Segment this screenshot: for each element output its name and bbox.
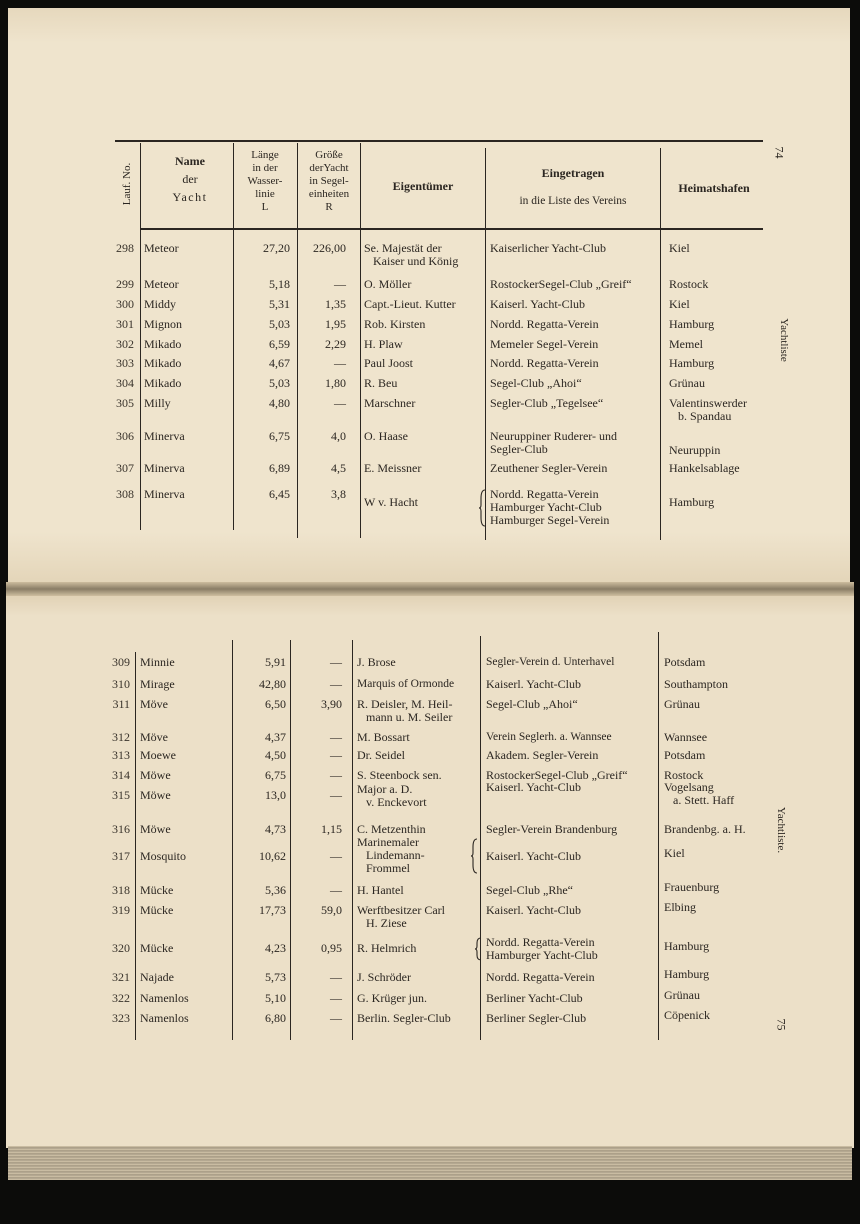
row-port-305-1: b. Spandau <box>678 409 732 423</box>
row-name-313: Moewe <box>140 748 176 762</box>
row-port-304-0: Grünau <box>669 376 705 390</box>
row-club-305-0: Segler-Club „Tegelsee“ <box>490 396 604 410</box>
row-name-298: Meteor <box>144 241 179 255</box>
row-length-318: 5,36 <box>265 883 286 897</box>
row-port-320-0: Hamburg <box>664 939 710 953</box>
row-owner-322-0: G. Krüger jun. <box>357 991 427 1005</box>
row-club-315-0: Kaiserl. Yacht-Club <box>486 780 581 794</box>
column-rule-b-6 <box>658 632 659 1040</box>
header-groesse-1: derYacht <box>309 162 349 174</box>
row-no-322: 322 <box>112 991 130 1005</box>
row-size-314: — <box>330 768 342 782</box>
column-rule-b-5 <box>480 636 481 1040</box>
row-club-314-0: RostockerSegel-Club „Greif“ <box>486 768 628 782</box>
row-owner-320-0: R. Helmrich <box>357 941 417 955</box>
row-name-316: Möwe <box>140 822 171 836</box>
row-name-301: Mignon <box>144 317 183 331</box>
row-port-323-0: Cöpenick <box>664 1008 710 1022</box>
header-laenge-4: L <box>261 201 269 213</box>
row-size-298: 226,00 <box>313 241 346 255</box>
row-name-310: Mirage <box>140 677 175 691</box>
row-length-300: 5,31 <box>269 297 290 311</box>
row-club-308-0: Nordd. Regatta-Verein <box>490 487 599 501</box>
row-length-299: 5,18 <box>269 277 290 291</box>
row-length-304: 5,03 <box>269 376 290 390</box>
row-size-309: — <box>330 655 342 669</box>
row-no-307: 307 <box>116 461 134 475</box>
row-name-306: Minerva <box>144 429 185 443</box>
header-groesse-4: R <box>325 201 333 213</box>
row-club-317-0: Kaiserl. Yacht-Club <box>486 849 581 863</box>
row-length-313: 4,50 <box>265 748 286 762</box>
row-no-299: 299 <box>116 277 134 291</box>
row-owner-305-0: Marschner <box>364 396 416 410</box>
row-size-312: — <box>330 730 342 744</box>
row-no-311: 311 <box>112 697 130 711</box>
row-club-313-0: Akadem. Segler-Verein <box>486 748 599 762</box>
column-rule-6 <box>660 148 661 540</box>
row-size-299: — <box>334 277 346 291</box>
row-length-314: 6,75 <box>265 768 286 782</box>
row-length-305: 4,80 <box>269 396 290 410</box>
row-name-323: Namenlos <box>140 1011 189 1025</box>
row-no-319: 319 <box>112 903 130 917</box>
row-size-308: 3,8 <box>331 487 346 501</box>
row-club-311-0: Segel-Club „Ahoi“ <box>486 697 578 711</box>
header-lauf-no: Lauf. No. <box>121 162 134 206</box>
row-club-316-0: Segler-Verein Brandenburg <box>486 822 618 836</box>
row-size-303: — <box>334 356 346 370</box>
book-gutter <box>6 582 854 596</box>
row-club-308-2: Hamburger Segel-Verein <box>490 513 610 527</box>
row-name-300: Middy <box>144 297 177 311</box>
header-name: Name <box>175 154 205 168</box>
row-name-322: Namenlos <box>140 991 189 1005</box>
row-club-309-0: Segler-Verein d. Unterhavel <box>486 656 615 668</box>
row-owner-315-1: v. Enckevort <box>366 795 427 809</box>
page-number-75: 75 <box>774 1018 789 1030</box>
row-port-314-0: Rostock <box>664 768 704 782</box>
row-no-300: 300 <box>116 297 134 311</box>
row-size-311: 3,90 <box>321 697 342 711</box>
row-club-318-0: Segel-Club „Rhe“ <box>486 883 573 897</box>
row-club-308-1: Hamburger Yacht-Club <box>490 500 602 514</box>
row-name-303: Mikado <box>144 356 182 370</box>
row-size-323: — <box>330 1011 342 1025</box>
row-no-312: 312 <box>112 730 130 744</box>
row-port-300-0: Kiel <box>669 297 690 311</box>
row-length-312: 4,37 <box>265 730 286 744</box>
row-owner-319-0: Werftbesitzer Carl <box>357 903 445 917</box>
row-port-303-0: Hamburg <box>669 356 715 370</box>
row-no-316: 316 <box>112 822 130 836</box>
column-rule-5 <box>485 148 486 540</box>
row-name-318: Mücke <box>140 883 174 897</box>
brace-317 <box>470 838 478 874</box>
running-head-bottom: Yachtliste. <box>775 806 788 854</box>
row-club-300-0: Kaiserl. Yacht-Club <box>490 297 585 311</box>
header-eigentuemer: Eigentümer <box>392 179 454 193</box>
row-port-322-0: Grünau <box>664 988 700 1002</box>
row-length-316: 4,73 <box>265 822 286 836</box>
row-port-315-1: a. Stett. Haff <box>673 793 735 807</box>
row-no-305: 305 <box>116 396 134 410</box>
row-size-302: 2,29 <box>325 337 346 351</box>
row-owner-308-0: W v. Hacht <box>364 495 418 509</box>
row-owner-313-0: Dr. Seidel <box>357 748 405 762</box>
row-length-317: 10,62 <box>259 849 286 863</box>
row-port-319-0: Elbing <box>664 900 696 914</box>
row-port-308-0: Hamburg <box>669 495 715 509</box>
row-port-313-0: Potsdam <box>664 748 706 762</box>
row-club-321-0: Nordd. Regatta-Verein <box>486 970 595 984</box>
row-owner-310-0: Marquis of Ormonde <box>357 678 455 690</box>
page-number-74: 74 <box>772 146 787 158</box>
column-rule-1 <box>140 143 141 530</box>
row-no-302: 302 <box>116 337 134 351</box>
row-club-306-1: Segler-Club <box>490 442 548 456</box>
row-no-314: 314 <box>112 768 130 782</box>
row-owner-299-0: O. Möller <box>364 277 412 291</box>
row-size-305: — <box>334 396 346 410</box>
row-port-301-0: Hamburg <box>669 317 715 331</box>
row-port-307-0: Hankelsablage <box>669 461 740 475</box>
row-name-309: Minnie <box>140 655 175 669</box>
row-size-319: 59,0 <box>321 903 342 917</box>
row-club-320-0: Nordd. Regatta-Verein <box>486 935 595 949</box>
row-owner-316-0: C. Metzenthin <box>357 822 426 836</box>
row-owner-298-0: Se. Majestät der <box>364 241 442 255</box>
row-club-302-0: Memeler Segel-Verein <box>490 337 599 351</box>
row-no-318: 318 <box>112 883 130 897</box>
row-owner-307-0: E. Meissner <box>364 461 422 475</box>
row-no-309: 309 <box>112 655 130 669</box>
row-size-310: — <box>330 677 342 691</box>
header-heimatshafen: Heimatshafen <box>678 181 750 195</box>
row-name-319: Mücke <box>140 903 174 917</box>
row-name-305: Milly <box>144 396 171 410</box>
header-eingetragen-sub: in die Liste des Vereins <box>519 195 627 207</box>
row-length-323: 6,80 <box>265 1011 286 1025</box>
row-length-310: 42,80 <box>259 677 286 691</box>
row-size-317: — <box>330 849 342 863</box>
row-port-298-0: Kiel <box>669 241 690 255</box>
row-port-317-0: Kiel <box>664 846 685 860</box>
row-owner-315-0: Major a. D. <box>357 782 413 796</box>
header-eingetragen: Eingetragen <box>541 166 605 180</box>
row-name-312: Möve <box>140 730 168 744</box>
row-size-307: 4,5 <box>331 461 346 475</box>
row-length-309: 5,91 <box>265 655 286 669</box>
row-club-312-0: Verein Seglerh. a. Wannsee <box>486 731 612 743</box>
running-head-top: Yachtliste <box>777 318 790 362</box>
header-groesse-3: einheiten <box>308 188 350 200</box>
header-laenge-0: Länge <box>251 149 279 161</box>
row-length-301: 5,03 <box>269 317 290 331</box>
row-no-301: 301 <box>116 317 134 331</box>
row-name-317: Mosquito <box>140 849 187 863</box>
row-owner-302-0: H. Plaw <box>364 337 403 351</box>
page-edges-bottom <box>8 1146 852 1180</box>
row-owner-312-0: M. Bossart <box>357 730 410 744</box>
row-owner-317-2: Frommel <box>366 861 410 875</box>
row-port-306-0: Neuruppin <box>669 443 721 457</box>
row-no-315: 315 <box>112 788 130 802</box>
row-owner-317-1: Lindemann- <box>366 848 425 862</box>
row-name-302: Mikado <box>144 337 182 351</box>
row-club-319-0: Kaiserl. Yacht-Club <box>486 903 581 917</box>
row-size-316: 1,15 <box>321 822 342 836</box>
row-name-311: Möve <box>140 697 168 711</box>
row-size-304: 1,80 <box>325 376 346 390</box>
row-no-306: 306 <box>116 429 134 443</box>
row-length-306: 6,75 <box>269 429 290 443</box>
row-port-315-0: Vogelsang <box>664 780 714 794</box>
row-no-317: 317 <box>112 849 130 863</box>
header-name-der: der <box>182 172 198 186</box>
row-length-322: 5,10 <box>265 991 286 1005</box>
row-length-319: 17,73 <box>259 903 286 917</box>
row-size-320: 0,95 <box>321 941 342 955</box>
row-no-303: 303 <box>116 356 134 370</box>
row-no-320: 320 <box>112 941 130 955</box>
row-length-298: 27,20 <box>263 241 290 255</box>
row-length-302: 6,59 <box>269 337 290 351</box>
row-club-320-1: Hamburger Yacht-Club <box>486 948 598 962</box>
header-groesse-0: Größe <box>315 149 343 161</box>
row-port-316-0: Brandenbg. a. H. <box>664 822 746 836</box>
row-no-298: 298 <box>116 241 134 255</box>
header-laenge-3: linie <box>255 188 275 200</box>
row-owner-306-0: O. Haase <box>364 429 408 443</box>
row-club-306-0: Neuruppiner Ruderer- und <box>490 429 618 443</box>
row-no-323: 323 <box>112 1011 130 1025</box>
row-owner-301-0: Rob. Kirsten <box>364 317 426 331</box>
row-name-308: Minerva <box>144 487 185 501</box>
row-port-309-0: Potsdam <box>664 655 706 669</box>
column-rule-b-1 <box>135 652 136 1040</box>
row-size-318: — <box>330 883 342 897</box>
row-owner-321-0: J. Schröder <box>357 970 411 984</box>
row-port-310-0: Southampton <box>664 677 729 691</box>
row-length-311: 6,50 <box>265 697 286 711</box>
row-owner-298-1: Kaiser und König <box>373 254 459 268</box>
page-75 <box>6 588 854 1148</box>
row-length-303: 4,67 <box>269 356 290 370</box>
table-top-rule <box>115 140 763 142</box>
row-owner-318-0: H. Hantel <box>357 883 404 897</box>
column-rule-4 <box>360 143 361 538</box>
row-owner-317-0: Marinemaler <box>357 835 419 849</box>
row-club-323-0: Berliner Segler-Club <box>486 1011 587 1025</box>
row-club-299-0: RostockerSegel-Club „Greif“ <box>490 277 632 291</box>
row-port-321-0: Hamburg <box>664 967 710 981</box>
row-name-299: Meteor <box>144 277 179 291</box>
row-length-307: 6,89 <box>269 461 290 475</box>
row-name-314: Möwe <box>140 768 171 782</box>
row-no-304: 304 <box>116 376 134 390</box>
row-no-313: 313 <box>112 748 130 762</box>
row-club-304-0: Segel-Club „Ahoi“ <box>490 376 582 390</box>
row-size-313: — <box>330 748 342 762</box>
row-port-302-0: Memel <box>669 337 703 351</box>
row-club-301-0: Nordd. Regatta-Verein <box>490 317 599 331</box>
row-size-315: — <box>330 788 342 802</box>
row-port-299-0: Rostock <box>669 277 709 291</box>
row-port-305-0: Valentinswerder <box>669 396 747 410</box>
row-club-322-0: Berliner Yacht-Club <box>486 991 583 1005</box>
row-length-320: 4,23 <box>265 941 286 955</box>
row-size-306: 4,0 <box>331 429 346 443</box>
row-owner-309-0: J. Brose <box>357 655 396 669</box>
row-owner-314-0: S. Steenbock sen. <box>357 768 442 782</box>
brace-308 <box>478 489 486 527</box>
row-no-310: 310 <box>112 677 130 691</box>
row-size-321: — <box>330 970 342 984</box>
row-size-322: — <box>330 991 342 1005</box>
row-owner-311-1: mann u. M. Seiler <box>366 710 453 724</box>
column-rule-b-4 <box>352 640 353 1040</box>
header-laenge-1: in der <box>252 162 278 174</box>
row-name-315: Möwe <box>140 788 171 802</box>
row-length-315: 13,0 <box>265 788 286 802</box>
row-owner-304-0: R. Beu <box>364 376 398 390</box>
header-groesse-2: in Segel- <box>309 175 349 187</box>
header-name-yacht: Yacht <box>172 190 208 204</box>
row-club-303-0: Nordd. Regatta-Verein <box>490 356 599 370</box>
row-owner-319-1: H. Ziese <box>366 916 407 930</box>
row-port-311-0: Grünau <box>664 697 700 711</box>
row-owner-300-0: Capt.-Lieut. Kutter <box>364 297 456 311</box>
row-owner-323-0: Berlin. Segler-Club <box>357 1011 451 1025</box>
row-name-321: Najade <box>140 970 174 984</box>
row-owner-311-0: R. Deisler, M. Heil- <box>357 697 453 711</box>
row-club-298-0: Kaiserlicher Yacht-Club <box>490 241 606 255</box>
row-club-310-0: Kaiserl. Yacht-Club <box>486 677 581 691</box>
row-owner-303-0: Paul Joost <box>364 356 414 370</box>
row-size-300: 1,35 <box>325 297 346 311</box>
row-size-301: 1,95 <box>325 317 346 331</box>
brace-320 <box>474 937 482 961</box>
row-name-307: Minerva <box>144 461 185 475</box>
row-length-308: 6,45 <box>269 487 290 501</box>
row-club-307-0: Zeuthener Segler-Verein <box>490 461 608 475</box>
header-laenge-2: Wasser- <box>247 175 283 187</box>
row-port-318-0: Frauenburg <box>664 880 720 894</box>
row-port-312-0: Wannsee <box>664 730 708 744</box>
row-name-320: Mücke <box>140 941 174 955</box>
row-name-304: Mikado <box>144 376 182 390</box>
row-no-308: 308 <box>116 487 134 501</box>
row-length-321: 5,73 <box>265 970 286 984</box>
row-no-321: 321 <box>112 970 130 984</box>
